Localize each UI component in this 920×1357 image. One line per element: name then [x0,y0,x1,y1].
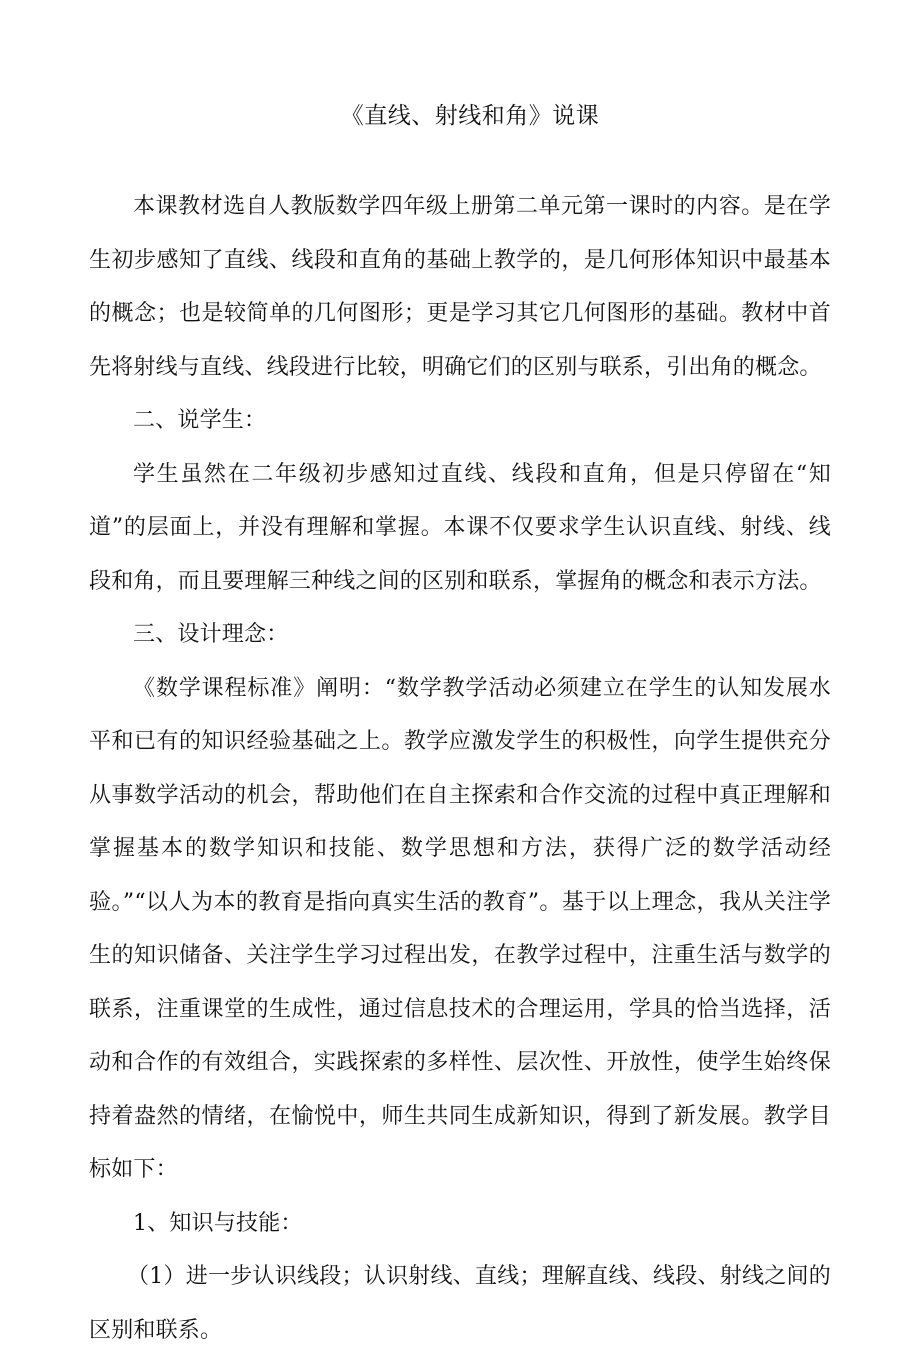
heading-students: 二、说学生： [133,408,267,433]
paragraph-design-concept: 《数学课程标准》阐明：“数学教学活动必须建立在学生的认知发展水平和已有的知识经验基础之上。教学应激发学生的积极性，向学生提供充分从事数学活动的机会，帮助他们在自主探索和合作交流的过程中真正理解和掌握基本的数学知识和技能、数学思想和方法，获得广泛的数学活动经验。”“以人为本的教育是指向真实生活的教育”。基于以上理念，我从关注学生的知识储备、关注学生学习过程出发，在教学过程中，注重生活与数学的联系，注重课堂的生成性，通过信息技术的合理运用，学具的恰当选择，活动和合作的有效组合，实践探索的多样性、层次性、开放性，使学生始终保持着盎然的情绪，在愉悦中，师生共同生成新知识，得到了新发展。教学目标如下： [89,675,831,1182]
paragraph-students: 学生虽然在二年级初步感知过直线、线段和直角，但是只停留在“知道”的层面上，并没有理解和掌握。本课不仅要求学生认识直线、射线、线段和角，而且要理解三种线之间的区别和联系，掌握角的概念和表示方法。 [89,461,831,594]
heading-knowledge-skills: 1、知识与技能： [133,1210,303,1236]
document-body [89,180,831,1357]
heading-design-concept: 三、设计理念： [133,622,289,647]
document-title: 《直线、射线和角》说课 [340,103,600,129]
paragraph-objective-1: （1）进一步认识线段；认识射线、直线；理解直线、线段、射线之间的区别和联系。 [89,1264,831,1343]
paragraph-intro: 本课教材选自人教版数学四年级上册第二单元第一课时的内容。是在学生初步感知了直线、线段和直角的基础上教学的，是几何形体知识中最基本的概念；也是较简单的几何图形；更是学习其它几何图形的基础。教材中首先将射线与直线、线段进行比较，明确它们的区别与联系，引出角的概念。 [89,194,831,380]
